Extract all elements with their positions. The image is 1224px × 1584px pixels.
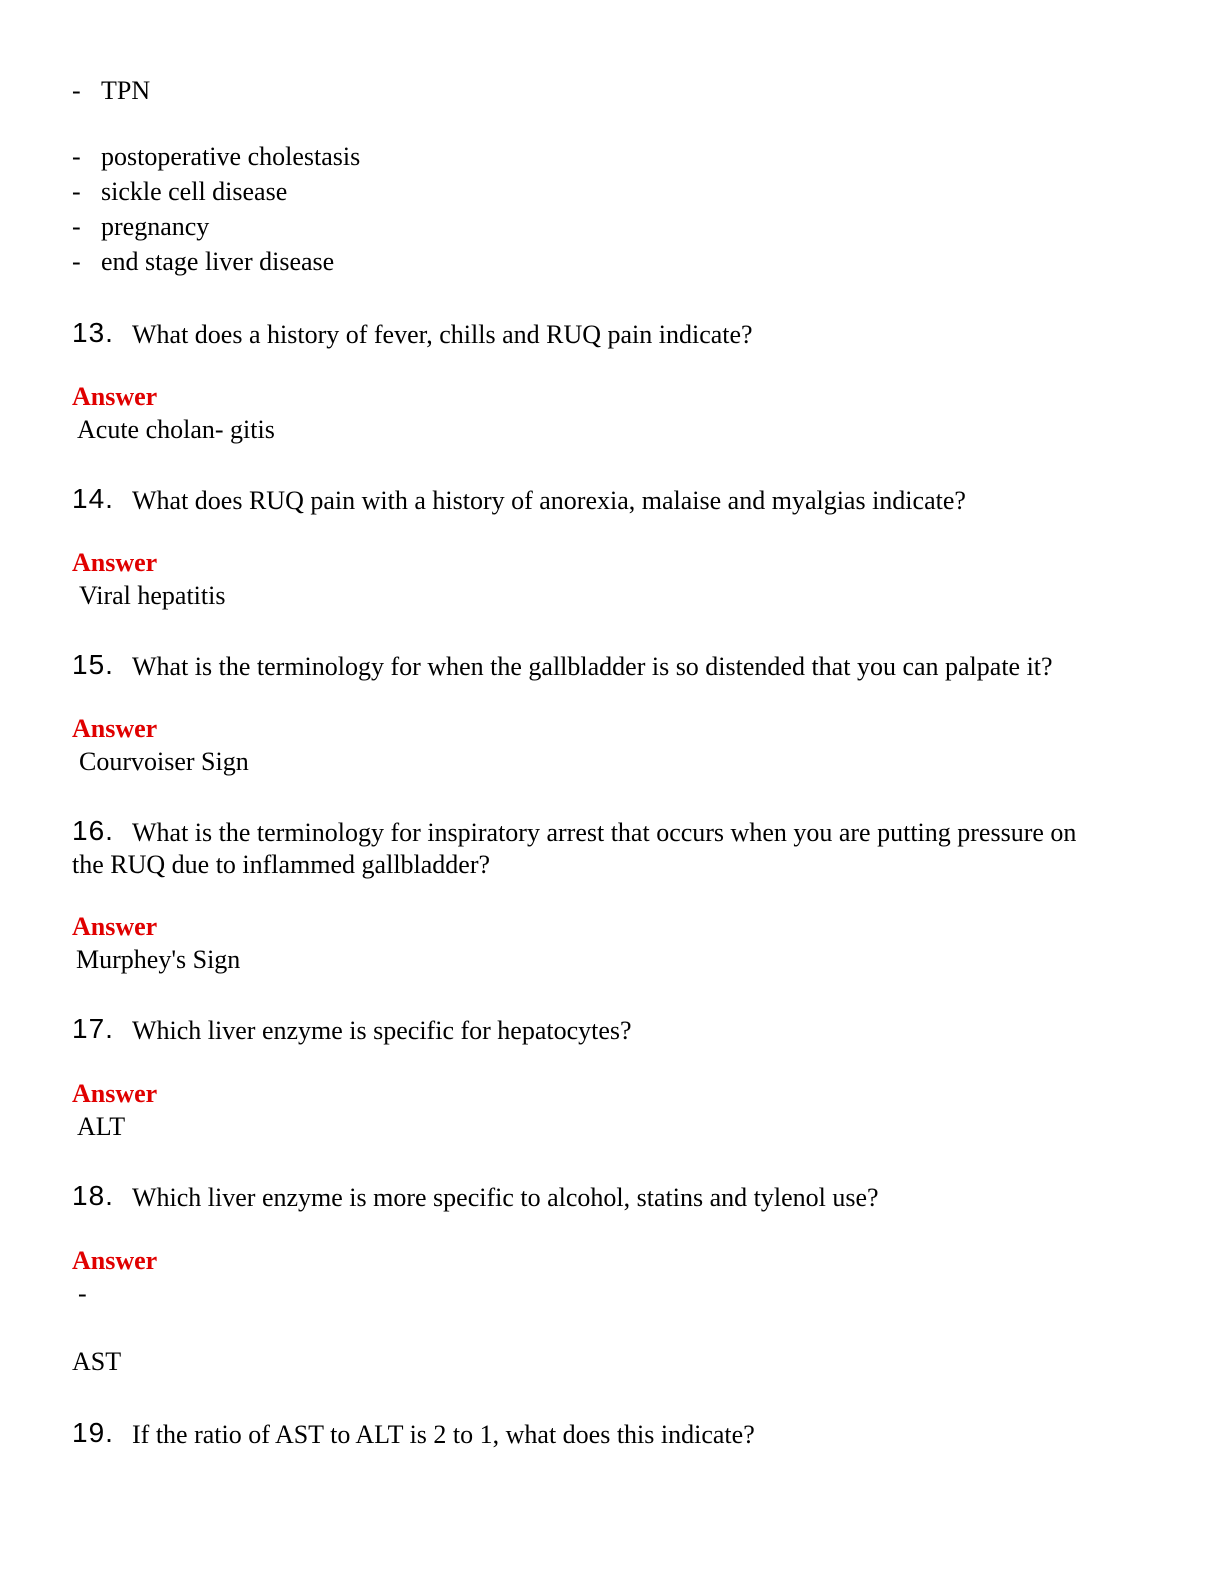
question-text-continued: the RUQ due to inflammed gallbladder? bbox=[72, 850, 491, 879]
question-text: If the ratio of AST to ALT is 2 to 1, what does this indicate? bbox=[132, 1420, 755, 1449]
list-dash: - bbox=[72, 177, 81, 206]
list-item-postoperative-cholestasis: postoperative cholestasis bbox=[101, 142, 361, 171]
list-dash: - bbox=[72, 212, 81, 241]
answer-label: Answer bbox=[72, 1246, 158, 1275]
list-dash: - bbox=[72, 142, 81, 171]
question-text: What does RUQ pain with a history of anorexia, malaise and myalgias indicate? bbox=[132, 486, 966, 515]
list-item-end-stage-liver: end stage liver disease bbox=[101, 247, 335, 276]
answer-text: AST bbox=[72, 1347, 122, 1376]
answer-label: Answer bbox=[72, 714, 158, 743]
list-item-tpn: TPN bbox=[101, 76, 151, 105]
question-number: 14. bbox=[72, 483, 114, 514]
question-text: Which liver enzyme is more specific to alcohol, statins and tylenol use? bbox=[132, 1183, 879, 1212]
answer-dash: - bbox=[78, 1279, 87, 1308]
question-text: What is the terminology for inspiratory arrest that occurs when you are putting pressure on bbox=[132, 818, 1077, 847]
question-number: 17. bbox=[72, 1013, 114, 1044]
question-text: What is the terminology for when the gallbladder is so distended that you can palpate it? bbox=[132, 652, 1053, 681]
question-number: 18. bbox=[72, 1180, 114, 1211]
list-item-sickle-cell: sickle cell disease bbox=[101, 177, 288, 206]
question-number: 16. bbox=[72, 815, 114, 846]
answer-label: Answer bbox=[72, 912, 158, 941]
question-text: What does a history of fever, chills and RUQ pain indicate? bbox=[132, 320, 753, 349]
answer-label: Answer bbox=[72, 1079, 158, 1108]
list-dash: - bbox=[72, 247, 81, 276]
question-text: Which liver enzyme is specific for hepatocytes? bbox=[132, 1016, 632, 1045]
answer-text: Viral hepatitis bbox=[79, 581, 226, 610]
answer-text: Courvoiser Sign bbox=[79, 747, 249, 776]
list-item-pregnancy: pregnancy bbox=[101, 212, 210, 241]
answer-text: Murphey's Sign bbox=[76, 945, 241, 974]
answer-text: Acute cholan- gitis bbox=[77, 415, 275, 444]
answer-label: Answer bbox=[72, 548, 158, 577]
question-number: 15. bbox=[72, 649, 114, 680]
answer-text: ALT bbox=[77, 1112, 126, 1141]
question-number: 13. bbox=[72, 317, 114, 348]
question-number: 19. bbox=[72, 1417, 114, 1448]
answer-label: Answer bbox=[72, 382, 158, 411]
list-dash: - bbox=[72, 76, 81, 105]
